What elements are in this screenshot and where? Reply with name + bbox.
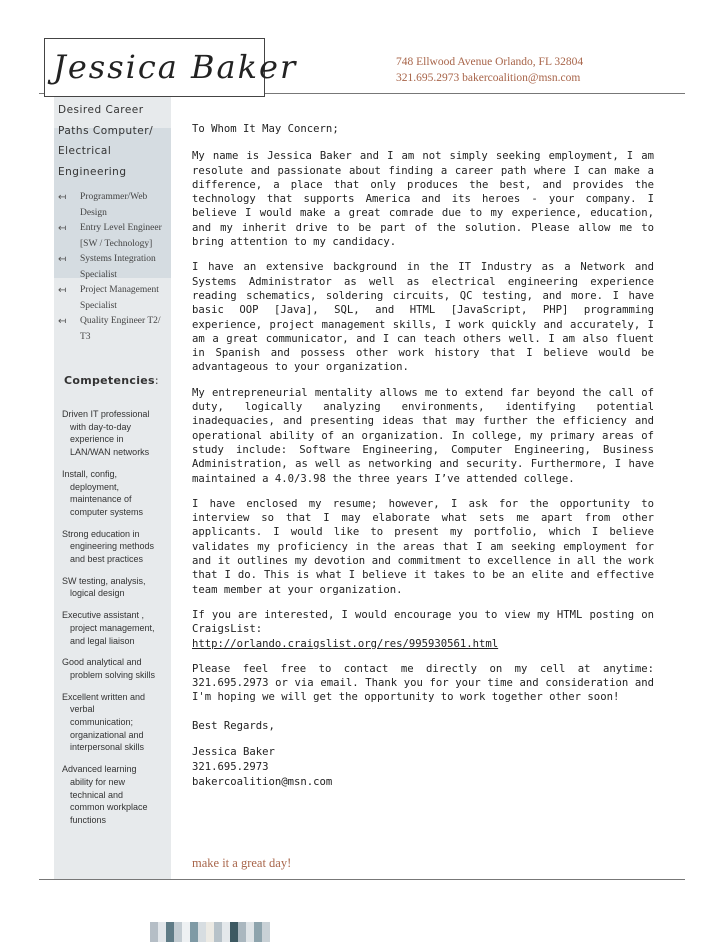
- career-path-line: T3: [80, 331, 91, 342]
- competency-line: engineering methods: [70, 541, 155, 552]
- contact-info: [396, 54, 583, 86]
- career-path-line: Entry Level Engineer: [80, 223, 162, 233]
- color-bar: [158, 922, 166, 942]
- color-bar: [230, 922, 238, 942]
- letter-paragraph: I have enclosed my resume; however, I ask for the opportunity to interview so that I may elaborate what sets me apart from other applicants. I would like to present my portfolio, which I believe validates my proficiency in the areas that I am seeking employment for and it outlines my devotion and commitment to excellence in all the work that I do. This is what I believe it takes to be an elite and effective team member at your organization.: [192, 497, 654, 596]
- color-bar: [150, 922, 158, 942]
- color-bar: [182, 922, 190, 942]
- color-bar: [190, 922, 198, 942]
- competency-line: organizational and: [70, 729, 144, 740]
- competency-line: Advanced learning: [62, 764, 137, 775]
- arrow-left-icon: ↤: [58, 192, 67, 203]
- career-path-line: Systems Integration: [80, 254, 156, 264]
- letter-paragraph: My entrepreneurial mentality allows me to extend far beyond the call of duty, logically analyzing environments, identifying potential inadequacies, and presenting ideas that may further the efficiency and operational ability of an organization. In college, my primary areas of study include: Software Engineering, Computer Engineering, Business Administration, as well as networking and security. Furthermore, I have maintained a 4.0/3.98 the three years I’ve attended college.: [192, 386, 654, 485]
- letter-closing: Best Regards,: [192, 719, 275, 732]
- competency-line: Install, config,: [62, 468, 118, 479]
- competency-line: Executive assistant ,: [62, 610, 145, 621]
- competency-line: and best practices: [70, 554, 144, 565]
- competency-line: common workplace: [70, 802, 148, 813]
- craigslist-link[interactable]: http://orlando.craigslist.org/res/995930561.html: [192, 637, 499, 650]
- color-bar: [254, 922, 262, 942]
- career-path-item: [58, 252, 170, 283]
- competency-line: functions: [70, 814, 107, 825]
- competency-line: and legal liaison: [70, 635, 135, 646]
- desired-title-line: Desired Career: [58, 104, 144, 116]
- career-path-line: Specialist: [80, 300, 117, 311]
- competency-line: problem solving skills: [70, 669, 156, 680]
- competency-line: LAN/WAN networks: [70, 447, 150, 458]
- desired-title-line: Engineering: [58, 165, 127, 178]
- competency-line: with day-to-day: [70, 421, 132, 432]
- competency-item: [62, 609, 170, 647]
- competency-item: [62, 575, 170, 600]
- arrow-left-icon: ↤: [58, 223, 67, 234]
- letter-paragraph-craigslist: [192, 608, 654, 651]
- signature-block: [192, 745, 654, 790]
- arrow-left-icon: ↤: [58, 285, 67, 296]
- competency-line: Strong education in: [62, 528, 140, 539]
- competencies-title: [64, 374, 159, 387]
- signature-name: Jessica Baker: [192, 745, 275, 758]
- career-path-line: Project Management: [80, 285, 159, 295]
- arrow-left-icon: ↤: [58, 316, 67, 327]
- career-path-item: [58, 283, 170, 314]
- competency-line: verbal: [70, 704, 95, 715]
- cover-letter-body: [192, 122, 654, 790]
- competency-line: Excellent written and: [62, 691, 146, 702]
- desired-title-line: Electrical: [58, 145, 112, 157]
- career-path-line: [SW / Technology]: [80, 238, 153, 249]
- competency-line: technical and: [70, 789, 124, 800]
- desired-career-title: [58, 100, 170, 182]
- competency-item: [62, 468, 170, 519]
- career-path-item: [58, 314, 170, 345]
- letter-salutation: To Whom It May Concern;: [192, 123, 339, 135]
- competency-line: deployment,: [70, 481, 120, 492]
- competency-line: logical design: [70, 588, 125, 599]
- career-path-item: [58, 190, 170, 221]
- career-path-line: Quality Engineer T2/: [80, 316, 161, 326]
- competency-item: [62, 408, 170, 459]
- craigslist-text: If you are interested, I would encourage you to view my HTML posting on CraigsList:: [192, 608, 654, 636]
- competencies-list: [62, 408, 170, 836]
- letter-paragraph: My name is Jessica Baker and I am not simply seeking employment, I am resolute and passionate about finding a career path where I can make a difference, a place that only produces the best, and provides the technology that supports America and its heroes - your company. I believe I would make a great comrade due to my experience, education, and my inherit drive to be part of the solution. Please allow me to bring attention to my candidacy.: [192, 150, 654, 249]
- competency-line: Good analytical and: [62, 657, 142, 668]
- color-bar: [206, 922, 214, 942]
- contact-phone-email: 321.695.2973 bakercoalition@msn.com: [396, 72, 581, 84]
- footer-rule: [39, 879, 685, 880]
- career-path-line: Programmer/Web: [80, 192, 148, 202]
- competencies-colon: :: [154, 374, 159, 387]
- desired-title-line: Paths Computer/: [58, 124, 154, 137]
- signature-email: bakercoalition@msn.com: [192, 775, 333, 788]
- letter-paragraph: Please feel free to contact me directly on my cell at anytime: 321.695.2973 or via email. Thank you for your time and consideration and I'm hoping we will get the opportunity to work together other soon!: [192, 662, 654, 704]
- competency-line: maintenance of: [70, 494, 132, 505]
- competency-line: SW testing, analysis,: [62, 575, 146, 586]
- competency-item: [62, 656, 170, 681]
- career-path-item: [58, 221, 170, 252]
- competency-line: computer systems: [70, 506, 144, 517]
- signature-phone: 321.695.2973: [192, 760, 269, 773]
- career-path-line: Design: [80, 207, 107, 218]
- sidebar: [54, 94, 171, 879]
- competency-line: Driven IT professional: [62, 409, 150, 419]
- contact-address: 748 Ellwood Avenue Orlando, FL 32804: [396, 56, 584, 68]
- arrow-left-icon: ↤: [58, 254, 67, 265]
- color-bar: [214, 922, 222, 942]
- color-bar: [262, 922, 270, 942]
- competency-line: ability for new: [70, 776, 126, 787]
- color-bar: [166, 922, 174, 942]
- career-paths-list: [58, 190, 170, 345]
- competency-line: experience in: [70, 434, 124, 445]
- color-bar: [238, 922, 246, 942]
- competency-item: [62, 763, 170, 827]
- competency-line: project management,: [70, 622, 155, 633]
- color-bar: [222, 922, 230, 942]
- competencies-title-text: Competencies: [64, 374, 155, 387]
- name-box: [44, 38, 298, 97]
- competency-item: [62, 691, 170, 755]
- competency-line: interpersonal skills: [70, 742, 145, 753]
- applicant-name: Jessica Baker: [53, 48, 298, 86]
- decorative-color-bars: [150, 922, 270, 942]
- color-bar: [246, 922, 254, 942]
- career-path-line: Specialist: [80, 269, 117, 280]
- letter-paragraph: I have an extensive background in the IT Industry as a Network and Systems Administrator as well as electrical engineering experience reading schematics, soldering circuits, QC testing, and more. I have basic OOP [Java], SQL, and HTML [JavaScript, PHP] programming experience, project management skills, I work quickly and accurately, I am a great communicator, and I can teach others well. I am also fluent in Spanish and possess other work history that I believe would be advantageous to your organization.: [192, 261, 654, 374]
- footer-tagline: make it a great day!: [192, 856, 292, 870]
- color-bar: [174, 922, 182, 942]
- competency-item: [62, 528, 170, 566]
- competency-line: communication;: [70, 717, 134, 728]
- color-bar: [198, 922, 206, 942]
